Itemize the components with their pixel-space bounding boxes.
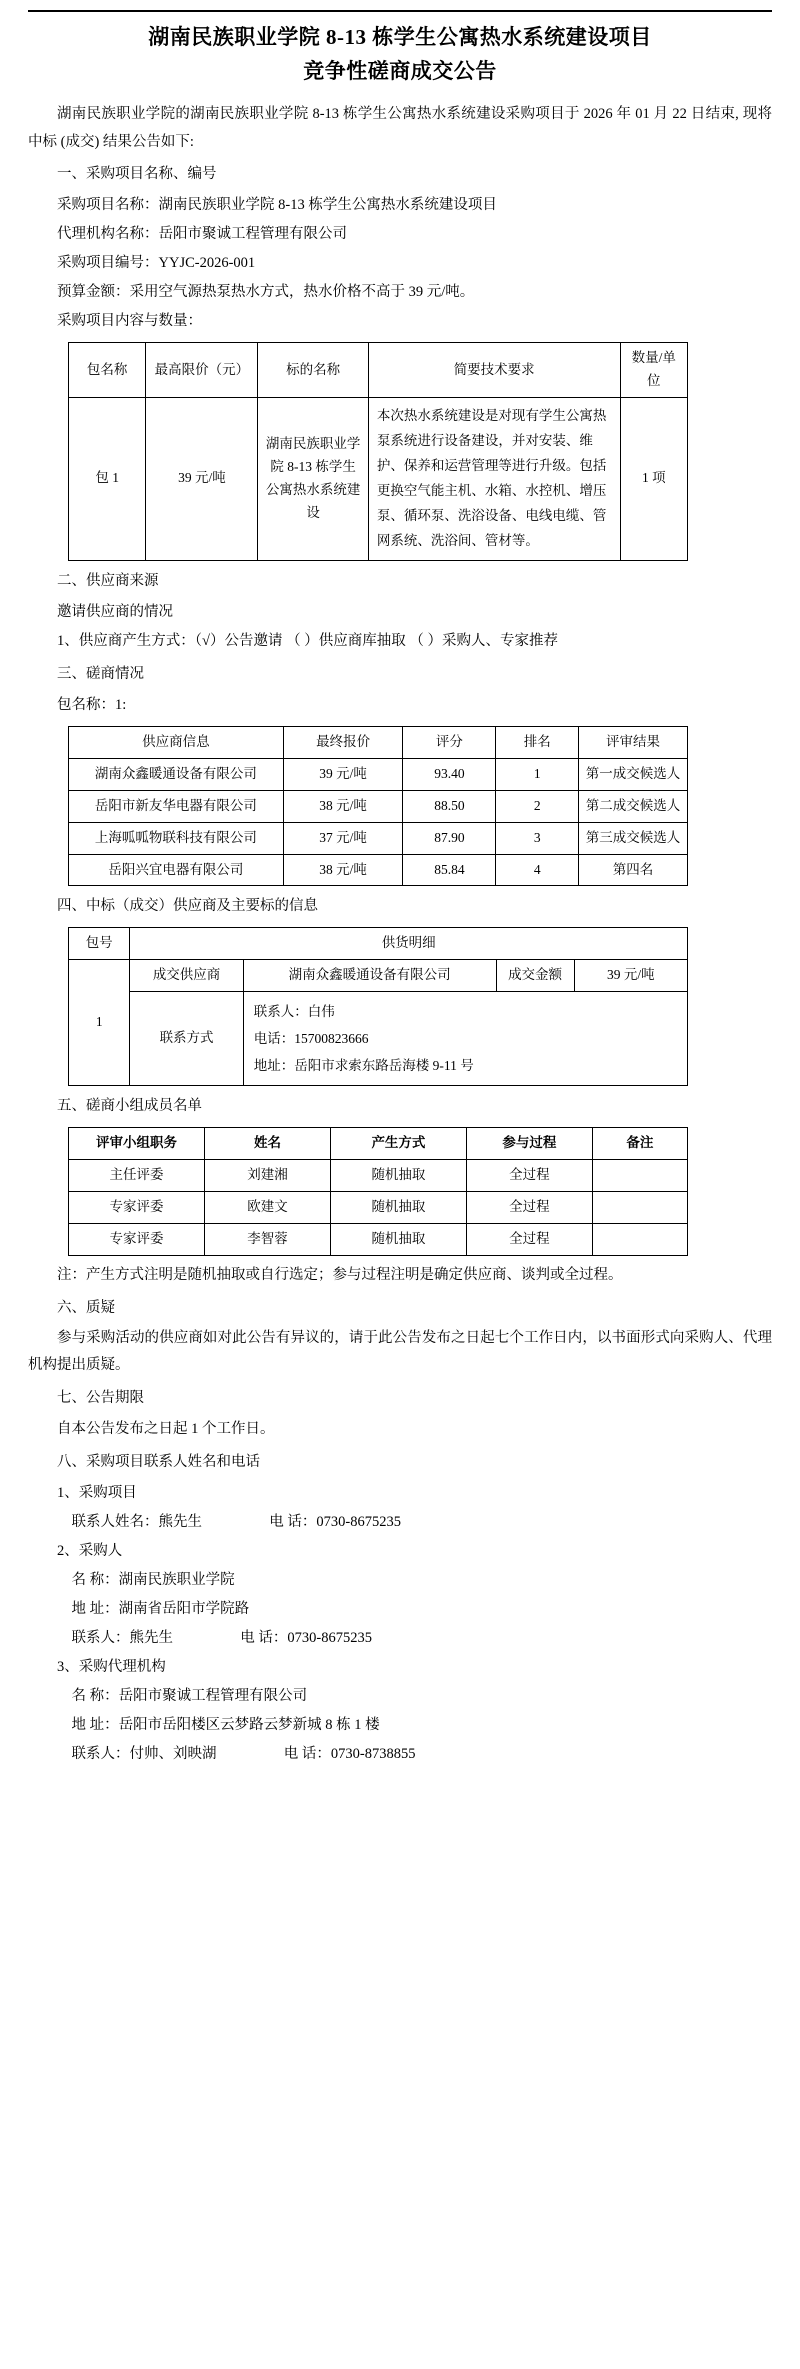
items-header-qty: 数量/单位 <box>620 343 687 398</box>
panel-cell-role: 主任评委 <box>69 1160 205 1192</box>
award-label-contact: 联系方式 <box>130 992 243 1086</box>
panel-table <box>68 1127 688 1256</box>
contact-group-3-title: 3、采购代理机构 <box>57 1658 166 1675</box>
neg-cell-score: 88.50 <box>403 790 496 822</box>
award-cell-package-no: 1 <box>69 960 130 1086</box>
panel-header-name: 姓名 <box>205 1128 331 1160</box>
table-row <box>69 758 688 790</box>
neg-header-result: 评审结果 <box>579 726 688 758</box>
section-heading-8: 八、采购项目联系人姓名和电话 <box>57 1453 260 1470</box>
neg-header-supplier: 供应商信息 <box>69 726 284 758</box>
neg-cell-rank: 3 <box>496 822 579 854</box>
panel-cell-remark <box>592 1224 687 1256</box>
panel-header-remark: 备注 <box>592 1128 687 1160</box>
section-heading-2: 二、供应商来源 <box>57 572 159 589</box>
table-row <box>69 960 688 992</box>
panel-cell-name: 欧建文 <box>205 1192 331 1224</box>
award-value-amount: 39 元/吨 <box>574 960 687 992</box>
neg-cell-score: 93.40 <box>403 758 496 790</box>
table-header-row <box>69 343 688 398</box>
project-agency: 代理机构名称：岳阳市聚诚工程管理有限公司 <box>57 226 347 243</box>
neg-cell-rank: 2 <box>496 790 579 822</box>
panel-cell-method: 随机抽取 <box>330 1224 466 1256</box>
objection-paragraph: 参与采购活动的供应商如对此公告有异议的，请于此公告发布之日起七个工作日内，以书面形式向采购人、代理机构提出质疑。 <box>28 1329 772 1374</box>
contact-2-person <box>28 1624 772 1653</box>
neg-cell-price: 37 元/吨 <box>283 822 403 854</box>
panel-cell-remark <box>592 1192 687 1224</box>
project-budget: 预算金额：采用空气源热泵热水方式，热水价格不高于 39 元/吨。 <box>57 284 475 301</box>
table-row <box>69 1160 688 1192</box>
award-header-detail: 供货明细 <box>130 928 688 960</box>
neg-cell-supplier: 上海呱呱物联科技有限公司 <box>69 822 284 854</box>
contact-3-phone-text: 电 话：0730-8738855 <box>283 1745 416 1762</box>
panel-cell-role: 专家评委 <box>69 1224 205 1256</box>
items-cell-package: 包 1 <box>69 397 146 560</box>
period-text: 自本公告发布之日起 1 个工作日。 <box>57 1420 275 1437</box>
items-header-package: 包名称 <box>69 343 146 398</box>
section-heading-5: 五、磋商小组成员名单 <box>57 1098 202 1115</box>
items-cell-price: 39 元/吨 <box>146 397 258 560</box>
contact-group-2-title: 2、采购人 <box>57 1542 123 1559</box>
panel-cell-method: 随机抽取 <box>330 1192 466 1224</box>
supplier-method-line: 1、供应商产生方式：（√）公告邀请 （ ）供应商库抽取 （ ）采购人、专家推荐 <box>57 632 558 649</box>
neg-cell-score: 85.84 <box>403 854 496 886</box>
neg-header-score: 评分 <box>403 726 496 758</box>
contact-1-person <box>28 1508 772 1537</box>
panel-header-process: 参与过程 <box>466 1128 592 1160</box>
award-value-contact <box>243 992 687 1086</box>
panel-header-role: 评审小组职务 <box>69 1128 205 1160</box>
negotiation-table <box>68 726 688 887</box>
award-contact-address: 地址：岳阳市求索东路岳海楼 9-11 号 <box>253 1058 474 1074</box>
neg-cell-price: 38 元/吨 <box>283 854 403 886</box>
page-title-line1: 湖南民族职业学院 8-13 栋学生公寓热水系统建设项目 <box>148 25 652 49</box>
neg-cell-supplier: 岳阳市新友华电器有限公司 <box>69 790 284 822</box>
table-row <box>69 992 688 1086</box>
neg-cell-rank: 4 <box>496 854 579 886</box>
section-heading-3: 三、磋商情况 <box>57 665 144 682</box>
panel-cell-method: 随机抽取 <box>330 1160 466 1192</box>
panel-cell-name: 李智蓉 <box>205 1224 331 1256</box>
table-header-row <box>69 928 688 960</box>
award-contact-phone: 电话：15700823666 <box>253 1031 369 1047</box>
neg-cell-price: 38 元/吨 <box>283 790 403 822</box>
award-table <box>68 927 688 1086</box>
contact-2-name: 名 称：湖南民族职业学院 <box>71 1571 235 1588</box>
project-name: 采购项目名称：湖南民族职业学院 8-13 栋学生公寓热水系统建设项目 <box>57 197 497 214</box>
award-contact-person: 联系人：白伟 <box>253 1004 335 1020</box>
table-header-row <box>69 1128 688 1160</box>
section-heading-1: 一、采购项目名称、编号 <box>57 166 217 183</box>
contact-2-person-text: 联系人：熊先生 <box>71 1629 173 1646</box>
table-row <box>69 854 688 886</box>
section-heading-7: 七、公告期限 <box>57 1389 144 1406</box>
items-header-price: 最高限价（元） <box>146 343 258 398</box>
negotiation-package-line: 包名称：1: <box>57 696 127 713</box>
contact-1-phone-text: 电 话：0730-8675235 <box>269 1513 401 1530</box>
invite-line: 邀请供应商的情况 <box>57 603 173 620</box>
neg-cell-score: 87.90 <box>403 822 496 854</box>
header-rule <box>28 10 772 12</box>
neg-cell-result: 第四名 <box>579 854 688 886</box>
contact-3-person <box>28 1740 772 1769</box>
table-row <box>69 790 688 822</box>
neg-cell-supplier: 湖南众鑫暖通设备有限公司 <box>69 758 284 790</box>
award-label-amount: 成交金额 <box>496 960 574 992</box>
award-label-supplier: 成交供应商 <box>130 960 243 992</box>
neg-header-rank: 排名 <box>496 726 579 758</box>
project-code: 采购项目编号：YYJC-2026-001 <box>57 255 256 272</box>
panel-header-method: 产生方式 <box>330 1128 466 1160</box>
neg-cell-result: 第二成交候选人 <box>579 790 688 822</box>
contact-1-person-text: 联系人姓名：熊先生 <box>71 1513 202 1530</box>
table-row <box>69 1224 688 1256</box>
intro-paragraph: 湖南民族职业学院的湖南民族职业学院 8-13 栋学生公寓热水系统建设采购项目于 2026 年 01 月 22 日结束, 现将中标 (成交) 结果公告如下: <box>28 106 772 150</box>
contact-3-address: 地 址：岳阳市岳阳楼区云梦路云梦新城 8 栋 1 楼 <box>71 1716 380 1733</box>
contact-3-name: 名 称：岳阳市聚诚工程管理有限公司 <box>71 1687 308 1704</box>
panel-note: 注：产生方式注明是随机抽取或自行选定；参与过程注明是确定供应商、谈判或全过程。 <box>57 1267 623 1284</box>
contact-2-phone-text: 电 话：0730-8675235 <box>240 1629 372 1646</box>
section-heading-6: 六、质疑 <box>57 1299 115 1316</box>
items-cell-subject: 湖南民族职业学院 8-13 栋学生公寓热水系统建设 <box>258 397 368 560</box>
table-row <box>69 397 688 560</box>
neg-cell-result: 第一成交候选人 <box>579 758 688 790</box>
award-value-supplier: 湖南众鑫暖通设备有限公司 <box>243 960 496 992</box>
table-row <box>69 1192 688 1224</box>
neg-cell-rank: 1 <box>496 758 579 790</box>
neg-cell-price: 39 元/吨 <box>283 758 403 790</box>
contact-group-1-title: 1、采购项目 <box>57 1484 137 1501</box>
neg-cell-supplier: 岳阳兴宜电器有限公司 <box>69 854 284 886</box>
table-header-row <box>69 726 688 758</box>
items-cell-spec: 本次热水系统建设是对现有学生公寓热泵系统进行设备建设，并对安装、维护、保养和运营管理等进行升级。包括更换空气能主机、水箱、水控机、增压泵、循环泵、洗浴设备、电线电缆、管网系统、洗浴间、管材等。 <box>368 397 620 560</box>
items-cell-qty: 1 项 <box>620 397 687 560</box>
items-header-subject: 标的名称 <box>258 343 368 398</box>
neg-header-price: 最终报价 <box>283 726 403 758</box>
neg-cell-result: 第三成交候选人 <box>579 822 688 854</box>
contact-3-person-text: 联系人：付帅、刘映湖 <box>71 1745 217 1762</box>
items-table <box>68 342 688 561</box>
panel-cell-process: 全过程 <box>466 1192 592 1224</box>
contact-2-address: 地 址：湖南省岳阳市学院路 <box>71 1600 250 1617</box>
page-title-line2: 竞争性磋商成交公告 <box>303 58 497 83</box>
items-header-spec: 简要技术要求 <box>368 343 620 398</box>
panel-cell-role: 专家评委 <box>69 1192 205 1224</box>
section-heading-4: 四、中标（成交）供应商及主要标的信息 <box>57 898 318 915</box>
panel-cell-process: 全过程 <box>466 1160 592 1192</box>
panel-cell-name: 刘建湘 <box>205 1160 331 1192</box>
award-header-package: 包号 <box>69 928 130 960</box>
project-content-label: 采购项目内容与数量： <box>57 313 202 330</box>
panel-cell-process: 全过程 <box>466 1224 592 1256</box>
panel-cell-remark <box>592 1160 687 1192</box>
table-row <box>69 822 688 854</box>
